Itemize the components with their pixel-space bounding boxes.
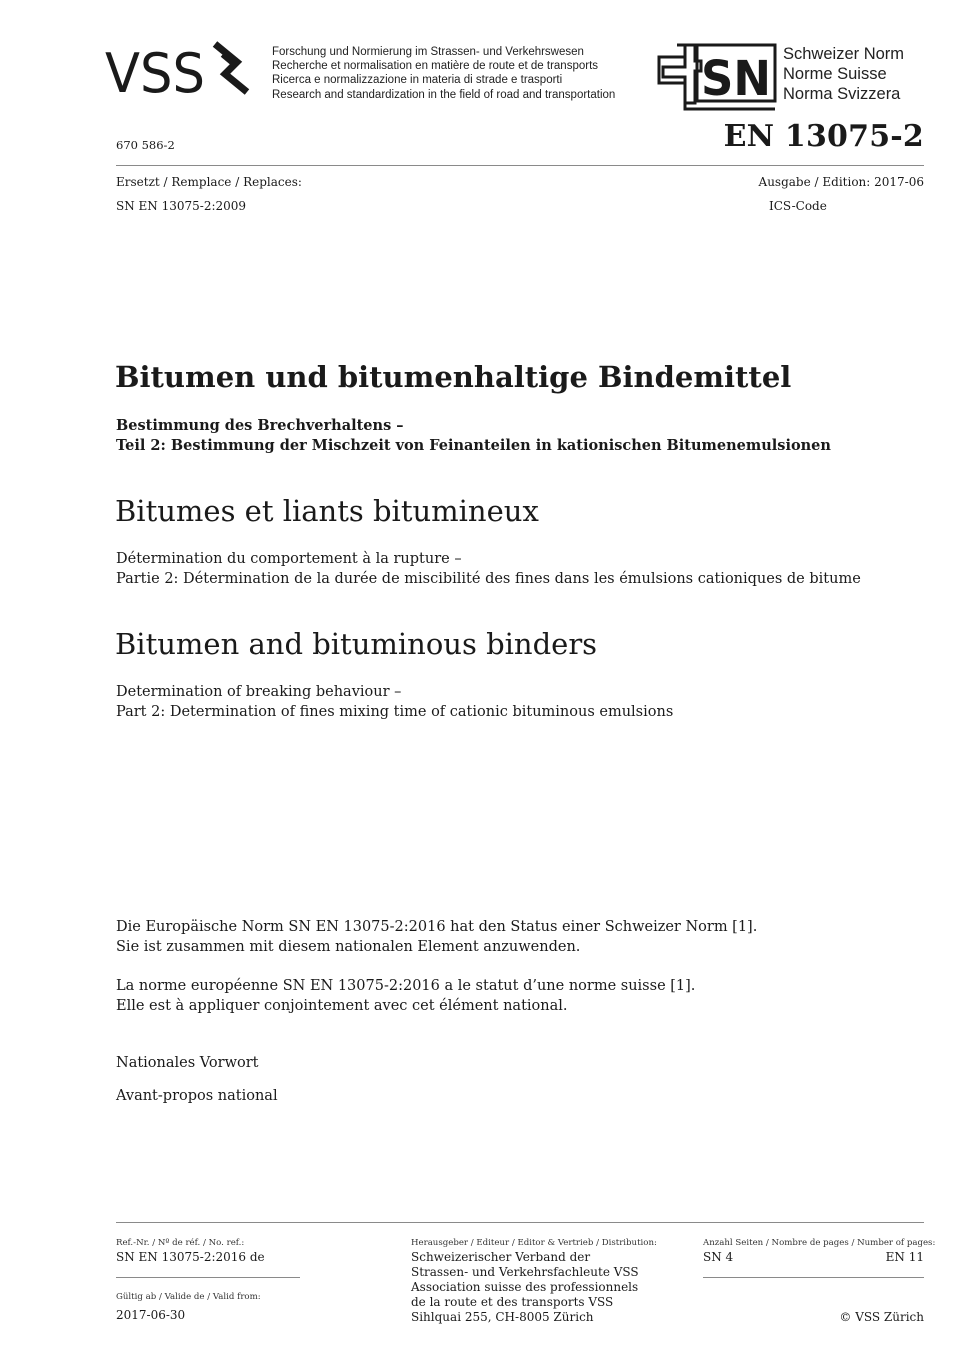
sn-logo <box>657 43 779 117</box>
footer-pages-divider <box>703 1277 924 1278</box>
foreword-fr: Avant-propos national <box>116 1088 278 1104</box>
replaces-value: SN EN 13075-2:2009 <box>116 199 247 213</box>
vss-chevron-mark <box>215 44 247 92</box>
vss-description <box>272 45 615 102</box>
publisher-address <box>411 1250 639 1325</box>
status-line: Die Europäische Norm SN EN 13075-2:2016 hat den Status einer Schweizer Norm [1]. <box>116 919 758 935</box>
copyright: © VSS Zürich <box>839 1310 924 1324</box>
footer-ref-divider <box>116 1277 300 1278</box>
header-divider <box>116 165 924 166</box>
valid-value: 2017-06-30 <box>116 1308 186 1322</box>
vss-description-line: Research and standardization in the field of road and transportation <box>272 88 616 101</box>
sn-logo-text: SN <box>701 51 771 107</box>
title-de: Bitumen und bitumenhaltige Bindemittel <box>115 360 792 394</box>
subtitle-en-line1: Determination of breaking behaviour – <box>116 684 402 700</box>
ref-label: Ref.-Nr. / Nº de réf. / No. ref.: <box>116 1238 245 1248</box>
status-line: La norme européenne SN EN 13075-2:2016 a le statut d’une norme suisse [1]. <box>116 978 696 994</box>
publisher-line: de la route et des transports VSS <box>411 1295 614 1309</box>
doc-number: 670 586-2 <box>116 138 175 152</box>
swiss-cross-outline <box>663 45 701 103</box>
foreword-de: Nationales Vorwort <box>116 1055 259 1071</box>
en-code: EN 13075-2 <box>723 119 924 154</box>
ref-value: SN EN 13075-2:2016 de <box>116 1250 265 1264</box>
subtitle-fr-line2: Partie 2: Détermination de la durée de miscibilité des fines dans les émulsions cationiques de bitume <box>116 570 861 587</box>
subtitle-de <box>116 416 831 455</box>
subtitle-en-line2: Part 2: Determination of fines mixing time of cationic bituminous emulsions <box>116 703 674 720</box>
pages-label: Anzahl Seiten / Nombre de pages / Number of pages: <box>703 1238 936 1248</box>
vss-description-line: Ricerca e normalizzazione in materia di strade e trasporti <box>272 74 563 87</box>
subtitle-de-line1: Bestimmung des Brechverhaltens – <box>116 417 404 434</box>
vss-description-line: Forschung und Normierung im Strassen- und Verkehrswesen <box>272 46 584 58</box>
status-paragraph-de <box>116 918 757 957</box>
publisher-line: Association suisse des professionnels <box>411 1280 639 1294</box>
publisher-line: Sihlquai 255, CH-8005 Zürich <box>411 1310 594 1324</box>
sn-norm-labels <box>783 44 904 104</box>
status-line: Elle est à appliquer conjointement avec cet élément national. <box>116 997 568 1014</box>
sn-norm-label: Schweizer Norm <box>783 45 905 63</box>
pages-sn: SN 4 <box>703 1250 734 1264</box>
pages-en: EN 11 <box>885 1250 924 1264</box>
ics-code: ICS-Code <box>769 199 827 213</box>
edition: Ausgabe / Edition: 2017-06 <box>758 175 924 189</box>
title-fr: Bitumes et liants bitumineux <box>115 494 539 528</box>
vss-description-line: Recherche et normalisation en matière de route et de transports <box>272 60 599 73</box>
publisher-label: Herausgeber / Editeur / Editor & Vertrieb / Distribution: <box>411 1238 657 1248</box>
vss-logo <box>105 40 267 104</box>
title-en: Bitumen and bituminous binders <box>115 627 598 661</box>
subtitle-fr <box>116 550 861 589</box>
subtitle-fr-line1: Détermination du comportement à la rupture – <box>116 551 462 567</box>
sn-norm-label: Norma Svizzera <box>783 85 901 103</box>
valid-label: Gültig ab / Valide de / Valid from: <box>116 1292 261 1302</box>
footer-divider <box>116 1222 924 1223</box>
publisher-line: Strassen- und Verkehrsfachleute VSS <box>411 1265 639 1279</box>
subtitle-en <box>116 683 673 722</box>
status-paragraph-fr <box>116 977 695 1016</box>
subtitle-de-line2: Teil 2: Bestimmung der Mischzeit von Feinanteilen in kationischen Bitumenemulsionen <box>116 436 831 454</box>
vss-logo-text: VSS <box>105 42 205 100</box>
replaces-label: Ersetzt / Remplace / Replaces: <box>116 175 302 189</box>
status-line: Sie ist zusammen mit diesem nationalen Element anzuwenden. <box>116 938 581 955</box>
publisher-line: Schweizerischer Verband der <box>411 1250 591 1264</box>
sn-norm-label: Norme Suisse <box>783 65 887 83</box>
